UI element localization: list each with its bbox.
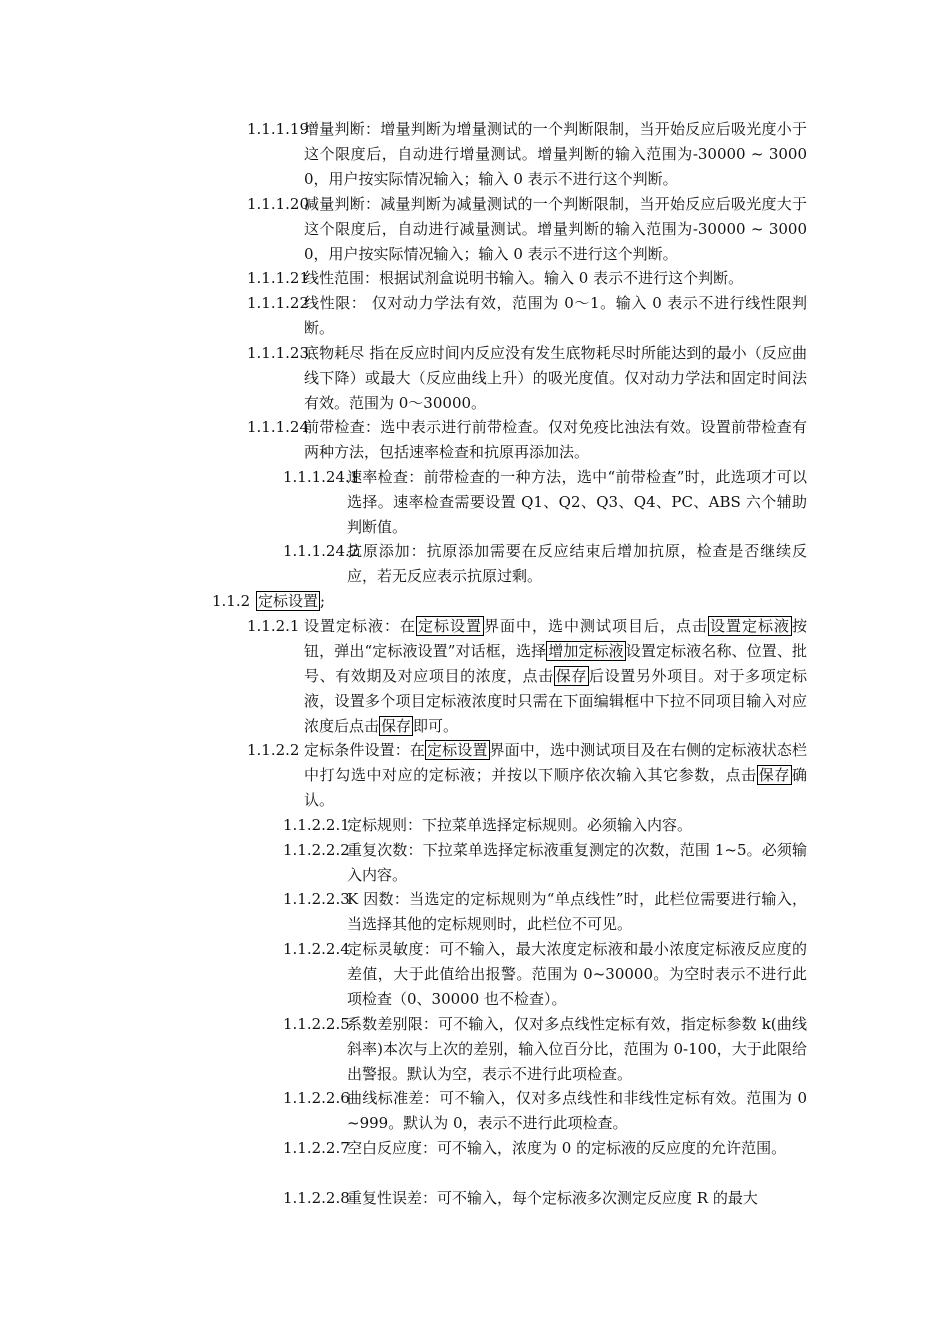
item-text: 定标规则：下拉菜单选择定标规则。必须输入内容。 bbox=[347, 816, 693, 834]
button-reference-box: 保存 bbox=[555, 667, 588, 685]
list-item bbox=[283, 937, 807, 1012]
item-number: 1.1.1.24.2 bbox=[283, 542, 360, 560]
item-text: 系数差别限：可不输入，仅对多点线性定标有效，指定标参数 k(曲线斜率)本次与上次的差别，输入位百分比，范围为 0-100，大于此限给出警报。默认为空，表示不进行此项检查。 bbox=[347, 1015, 807, 1083]
list-item bbox=[283, 813, 807, 838]
button-reference-box: 增加定标液 bbox=[548, 642, 624, 660]
menu-reference-box: 定标设置 bbox=[427, 741, 488, 759]
item-number: 1.1.2.1 bbox=[247, 617, 300, 635]
list-item bbox=[283, 539, 807, 589]
button-reference-box: 保存 bbox=[381, 717, 412, 735]
item-text: 减量判断：减量判断为减量测试的一个判断限制，当开始反应后吸光度大于这个限度后，自动进行减量测试。增量判断的输入范围为-30000 ~ 30000，用户按实际情况输入；输入 0 表示不进行这个判断。 bbox=[304, 195, 807, 263]
item-number: 1.1.2.2.5 bbox=[283, 1015, 350, 1033]
menu-reference-box: 定标设置 bbox=[258, 592, 319, 610]
item-number: 1.1.1.20 bbox=[247, 195, 310, 213]
item-text: 前带检查：选中表示进行前带检查。仅对免疫比浊法有效。设置前带检查有两种方法，包括速率检查和抗原再添加法。 bbox=[304, 418, 807, 461]
list-item bbox=[247, 266, 807, 291]
item-number: 1.1.2.2 bbox=[247, 741, 300, 759]
item-number: 1.1.1.24.1 bbox=[283, 468, 360, 486]
item-text: 设置定标液：在 定标设置 界面中，选中测试项目后，点击 设置定标液 按钮，弹出“定标液设置”对话框，选择 增加定标液 设置定标液名称、位置、批号、有效期及对应项目的浓度，点击 保存 后设置另外项目。对于多项定标液，设置多个项目定标液浓度时只需在下面编辑框中下拉不同项目输入对应浓度后点击 保存 即可。 bbox=[304, 617, 807, 735]
item-text: 增量判断：增量判断为增量测试的一个判断限制，当开始反应后吸光度小于这个限度后，自动进行增量测试。增量判断的输入范围为-30000 ~ 30000，用户按实际情况输入；输入 0 表示不进行这个判断。 bbox=[304, 120, 807, 188]
item-number: 1.1.2.2.7 bbox=[283, 1139, 350, 1157]
item-number: 1.1.2.2.1 bbox=[283, 816, 350, 834]
item-number: 1.1.2.2.3 bbox=[283, 890, 350, 908]
item-text: K 因数：当选定的定标规则为“单点线性”时，此栏位需要进行输入，当选择其他的定标规则时，此栏位不可见。 bbox=[347, 890, 807, 933]
item-text: 曲线标准差：可不输入，仅对多点线性和非线性定标有效。范围为 0~999。默认为 0，表示不进行此项检查。 bbox=[347, 1089, 807, 1132]
list-item bbox=[283, 465, 807, 540]
list-item bbox=[283, 1086, 807, 1136]
item-number: 1.1.1.24 bbox=[247, 418, 310, 436]
list-item bbox=[247, 192, 807, 267]
item-number: 1.1.1.22 bbox=[247, 294, 310, 312]
list-item bbox=[247, 291, 807, 341]
item-number: 1.1.1.21 bbox=[247, 269, 310, 287]
item-number: 1.1.1.19 bbox=[247, 120, 310, 138]
button-reference-box: 保存 bbox=[758, 766, 790, 784]
item-text: 底物耗尽 指在反应时间内反应没有发生底物耗尽时所能达到的最小（反应曲线下降）或最大（反应曲线上升）的吸光度值。仅对动力学法和固定时间法有效。范围为 0～30000。 bbox=[304, 344, 807, 412]
button-reference-box: 设置定标液 bbox=[709, 617, 790, 635]
list-item bbox=[283, 838, 807, 888]
item-number: 1.1.2 bbox=[212, 592, 251, 610]
item-text: 定标条件设置：在 定标设置 界面中，选中测试项目及在右侧的定标液状态栏中打勾选中对应的定标液；并按以下顺序依次输入其它参数，点击 保存 确认。 bbox=[304, 741, 807, 809]
item-text: 抗原添加：抗原添加需要在反应结束后增加抗原，检查是否继续反应，若无反应表示抗原过剩。 bbox=[347, 542, 807, 585]
item-text: 定标灵敏度：可不输入，最大浓度定标液和最小浓度定标液反应度的差值，大于此值给出报警。范围为 0~30000。为空时表示不进行此项检查（0、30000 也不检查）。 bbox=[347, 940, 807, 1008]
item-number: 1.1.2.2.8 bbox=[283, 1189, 350, 1207]
item-text: 空白反应度：可不输入，浓度为 0 的定标液的反应度的允许范围。 bbox=[347, 1139, 787, 1157]
item-text: 线性限： 仅对动力学法有效，范围为 0～1。输入 0 表示不进行线性限判断。 bbox=[304, 294, 807, 337]
item-number: 1.1.2.2.6 bbox=[283, 1089, 350, 1107]
item-number: 1.1.2.2.2 bbox=[283, 841, 350, 859]
item-number: 1.1.1.23 bbox=[247, 344, 310, 362]
list-item bbox=[247, 415, 807, 465]
list-item bbox=[283, 1186, 807, 1211]
menu-reference-box: 定标设置 bbox=[417, 617, 482, 635]
item-text: 重复次数：下拉菜单选择定标液重复测定的次数，范围 1~5。必须输入内容。 bbox=[347, 841, 807, 884]
list-item bbox=[247, 341, 807, 416]
item-text: 速率检查：前带检查的一种方法，选中“前带检查”时，此选项才可以选择。速率检查需要设置 Q1、Q2、Q3、Q4、PC、ABS 六个辅助判断值。 bbox=[347, 468, 807, 536]
item-text: 重复性误差：可不输入，每个定标液多次测定反应度 R 的最大 bbox=[347, 1189, 758, 1207]
list-item bbox=[283, 887, 807, 937]
item-text: ; bbox=[320, 592, 326, 610]
list-item bbox=[247, 117, 807, 192]
list-item bbox=[283, 1136, 807, 1161]
list-item bbox=[247, 614, 807, 739]
list-item bbox=[247, 738, 807, 813]
item-text: 线性范围：根据试剂盒说明书输入。输入 0 表示不进行这个判断。 bbox=[304, 269, 744, 287]
item-number: 1.1.2.2.4 bbox=[283, 940, 350, 958]
list-item bbox=[283, 1012, 807, 1087]
